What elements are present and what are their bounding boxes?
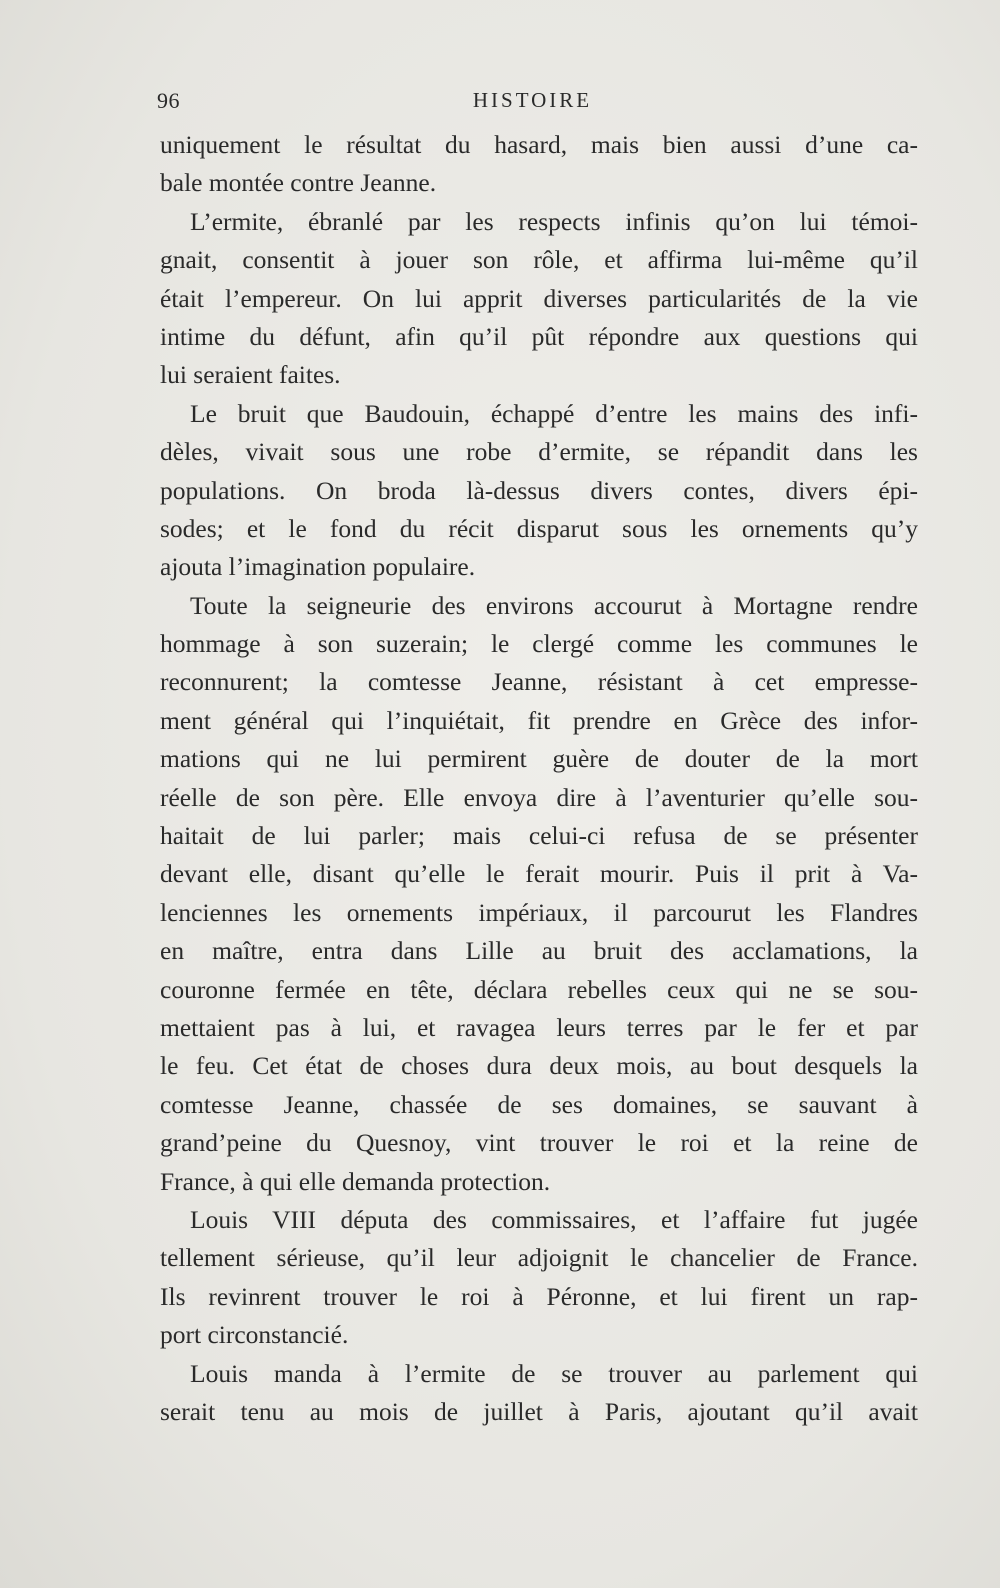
body-text <box>160 126 918 1431</box>
text-line: lui seraient faites. <box>160 360 341 390</box>
text-line: tellement sérieuse, qu’il leur adjoignit le chancelier de France. <box>160 1243 918 1273</box>
text-line: hommage à son suzerain; le clergé comme les communes le <box>160 629 918 659</box>
text-line: ment général qui l’inquiétait, fit prendre en Grèce des infor- <box>160 705 918 735</box>
text-line: mettaient pas à lui, et ravagea leurs terres par le fer et par <box>160 1012 918 1042</box>
text-line: lenciennes les ornements impériaux, il parcourut les Flandres <box>160 897 918 927</box>
text-line: le feu. Cet état de choses dura deux mois, au bout desquels la <box>160 1051 918 1081</box>
text-line: comtesse Jeanne, chassée de ses domaines, se sauvant à <box>160 1089 918 1119</box>
text-line: reconnurent; la comtesse Jeanne, résistant à cet empresse- <box>160 667 918 697</box>
text-line: populations. On broda là-dessus divers contes, divers épi- <box>160 475 918 505</box>
text-line: sodes; et le fond du récit disparut sous les ornements qu’y <box>160 513 918 543</box>
text-line: devant elle, disant qu’elle le ferait mourir. Puis il prit à Va- <box>160 859 918 889</box>
page-number: 96 <box>157 88 180 113</box>
text-line: mations qui ne lui permirent guère de douter de la mort <box>160 744 918 774</box>
text-line: haitait de lui parler; mais celui-ci refusa de se présenter <box>160 821 918 851</box>
text-line: était l’empereur. On lui apprit diverses particularités de la vie <box>160 283 918 313</box>
running-title: HISTOIRE <box>472 88 593 112</box>
text-line: ajouta l’imagination populaire. <box>160 552 476 582</box>
text-line: uniquement le résultat du hasard, mais bien aussi d’une ca- <box>160 130 918 159</box>
text-line: serait tenu au mois de juillet à Paris, ajoutant qu’il avait <box>160 1396 918 1426</box>
text-line: France, à qui elle demanda protection. <box>160 1166 551 1196</box>
text-line: réelle de son père. Elle envoya dire à l’aventurier qu’elle sou- <box>160 782 918 812</box>
text-line: bale montée contre Jeanne. <box>160 168 437 198</box>
text-line: dèles, vivait sous une robe d’ermite, se répandit dans les <box>160 437 918 467</box>
text-line: Ils revinrent trouver le roi à Péronne, et lui firent un rap- <box>160 1281 918 1311</box>
text-line: gnait, consentit à jouer son rôle, et affirma lui-même qu’il <box>160 245 918 275</box>
text-line: Louis VIII députa des commissaires, et l’affaire fut jugée <box>190 1204 918 1234</box>
text-line: Louis manda à l’ermite de se trouver au parlement qui <box>190 1358 918 1388</box>
text-line: Le bruit que Baudouin, échappé d’entre les mains des infi- <box>190 398 918 428</box>
text-line: en maître, entra dans Lille au bruit des acclamations, la <box>160 936 918 966</box>
text-line: grand’peine du Quesnoy, vint trouver le roi et la reine de <box>160 1128 918 1158</box>
text-line: L’ermite, ébranlé par les respects infinis qu’on lui témoi- <box>190 206 918 236</box>
text-line: port circonstancié. <box>160 1320 349 1350</box>
text-line: intime du défunt, afin qu’il pût répondre aux questions qui <box>160 321 918 351</box>
text-line: couronne fermée en tête, déclara rebelles ceux qui ne se sou- <box>160 974 918 1004</box>
text-line: Toute la seigneurie des environs accourut à Mortagne rendre <box>190 590 918 620</box>
